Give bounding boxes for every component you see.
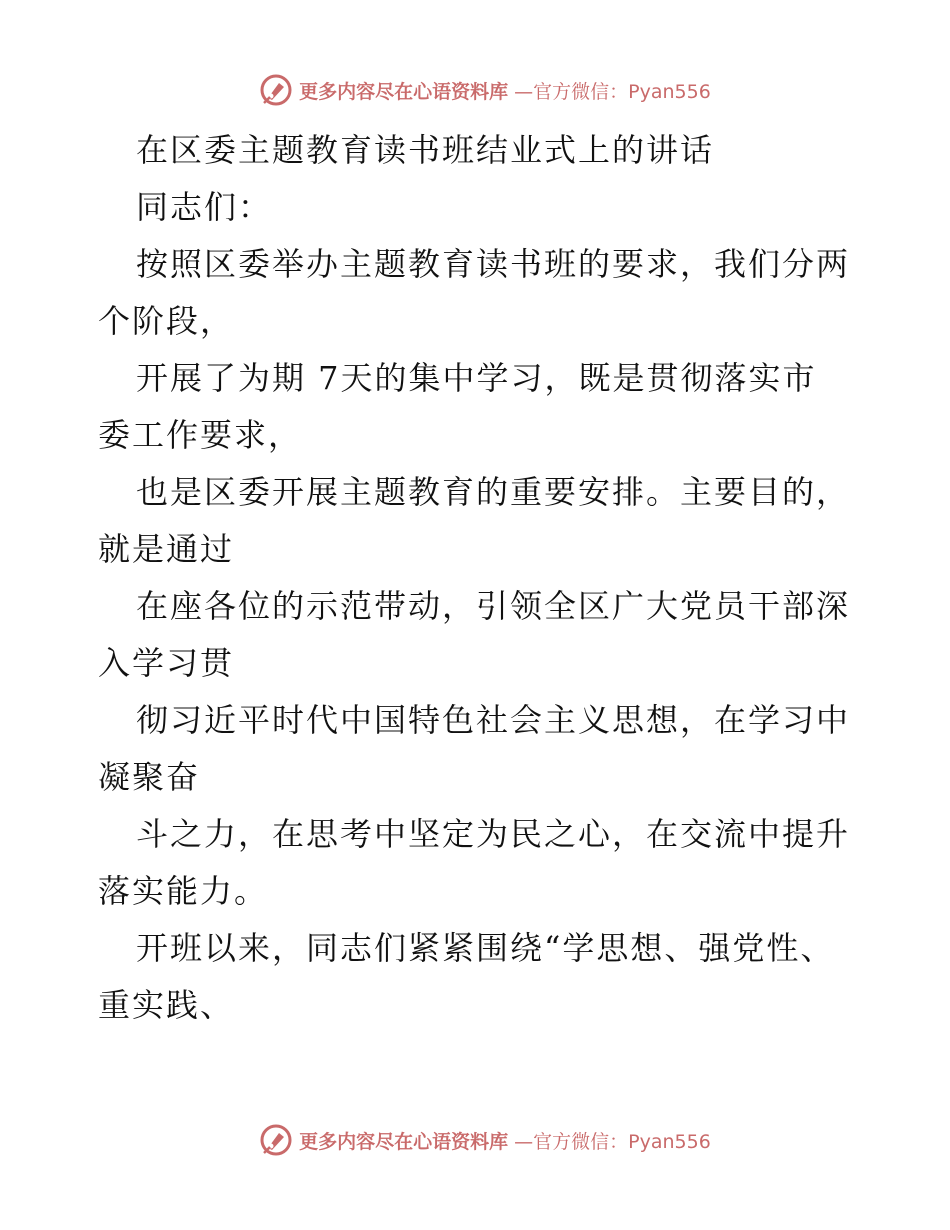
paragraph-line: 委工作要求， [98,416,303,454]
salutation: 同志们： [136,188,273,226]
pen-nib-logo-icon [259,1123,293,1157]
footer-banner-title: 更多内容尽在心语资料库 [299,1130,509,1153]
paragraph-line: 落实能力。 [98,872,269,910]
footer-banner [0,1120,950,1160]
header-banner [0,70,950,110]
footer-banner-wechat: —官方微信：Pyan556 [514,1130,711,1153]
paragraph-line: 在座各位的示范带动，引领全区广大党员干部深 [136,587,851,625]
document-title: 在区委主题教育读书班结业式上的讲话 [136,131,715,169]
header-banner-title: 更多内容尽在心语资料库 [299,80,509,103]
footer-banner-content[interactable] [259,1123,711,1157]
paragraph-line: 开展了为期 7天的集中学习，既是贯彻落实市 [136,359,817,397]
document-body [98,122,858,1034]
paragraph-line: 彻习近平时代中国特色社会主义思想，在学习中 [136,701,851,739]
pen-nib-logo-icon [259,73,293,107]
paragraph-line: 按照区委举办主题教育读书班的要求，我们分两 [136,245,851,283]
paragraph-line: 就是通过 [98,530,235,568]
header-banner-content[interactable] [259,73,711,107]
paragraph-line: 个阶段， [98,302,235,340]
paragraph-line: 开班以来，同志们紧紧围绕“学思想、强党性、 [136,929,835,967]
paragraph-line: 重实践、 [98,986,235,1024]
paragraph-line: 斗之力，在思考中坚定为民之心，在交流中提升 [136,815,851,853]
header-banner-wechat: —官方微信：Pyan556 [514,80,711,103]
paragraph-line: 凝聚奋 [98,758,201,796]
paragraph-line: 入学习贯 [98,644,235,682]
paragraph-line: 也是区委开展主题教育的重要安排。主要目的， [136,473,851,511]
